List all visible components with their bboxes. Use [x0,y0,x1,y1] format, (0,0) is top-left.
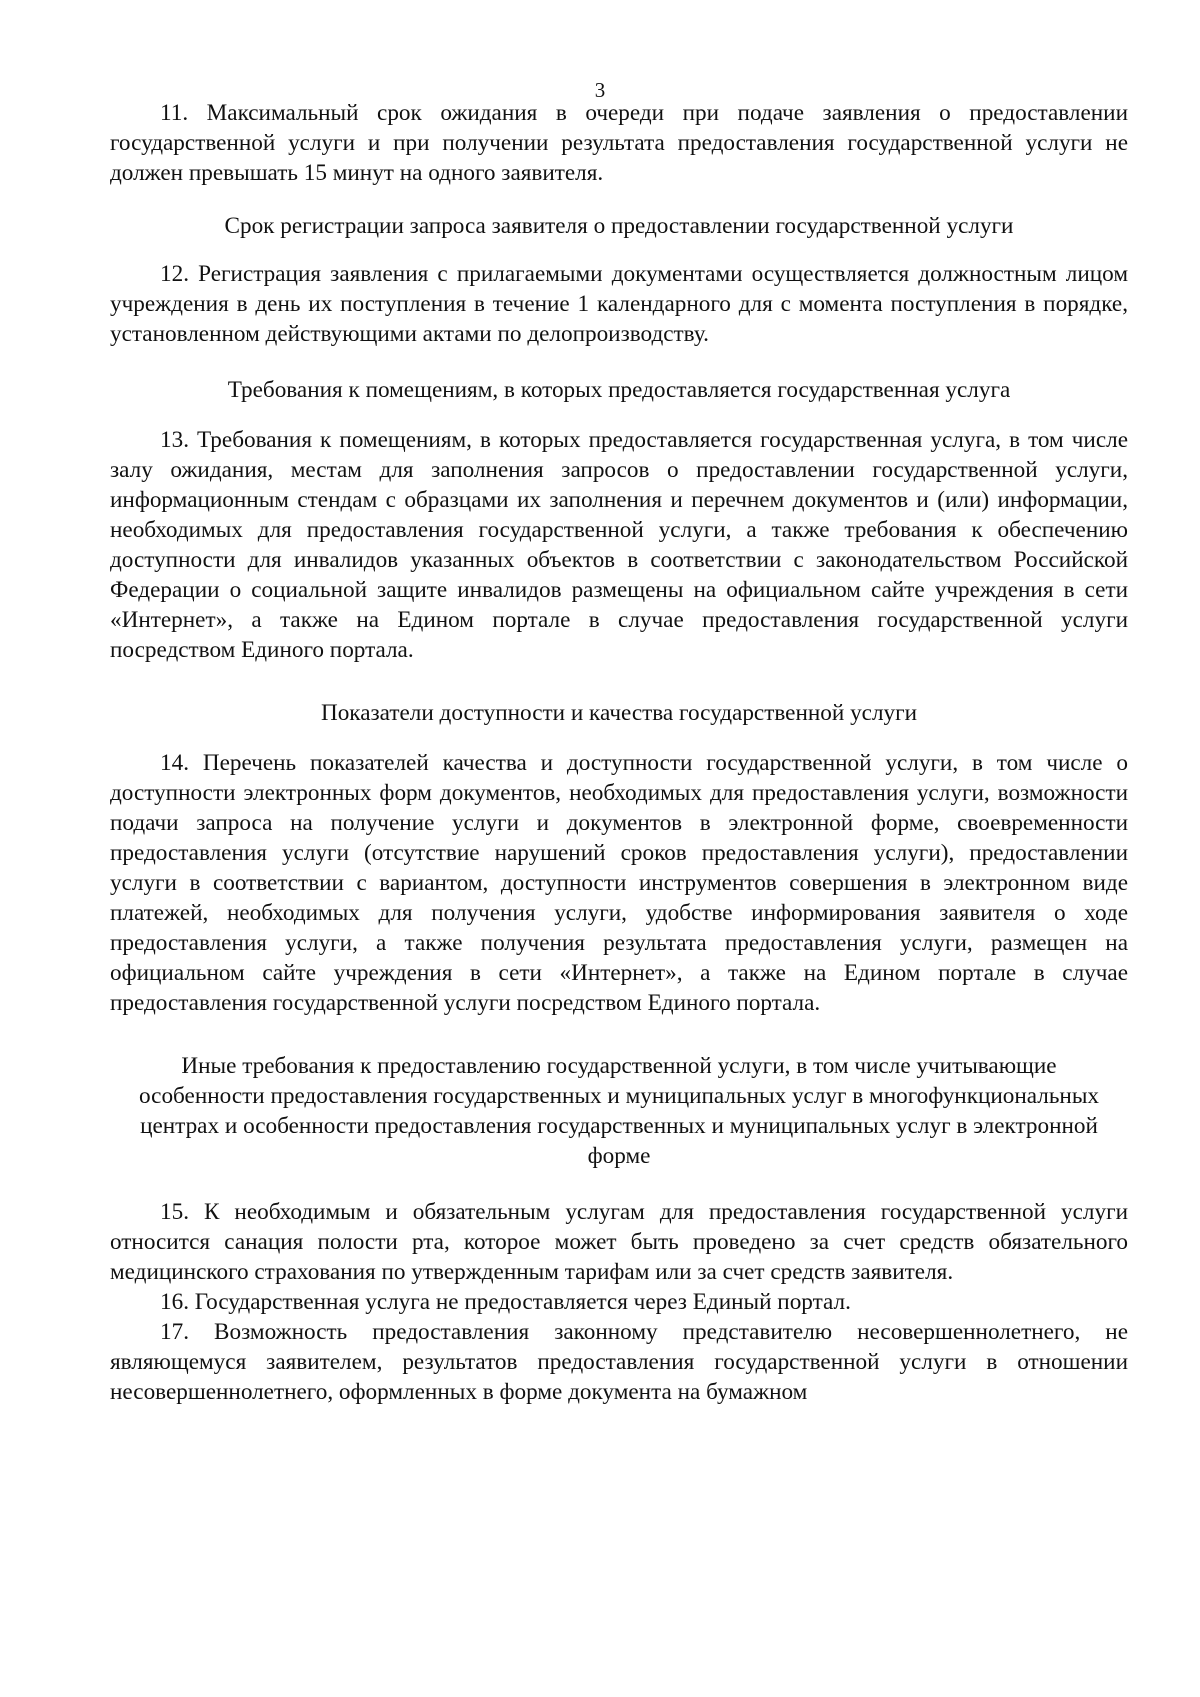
document-body [110,98,1128,1407]
section-heading-other-requirements: Иные требования к предоставлению государственной услуги, в том числе учитывающие особенности предоставления государственных и муниципальных услуг в многофункциональных центрах и особенности предоставления государственных и муниципальных услуг в электронной форме [138,1053,1100,1169]
paragraph-12: 12. Регистрация заявления с прилагаемыми документами осуществляется должностным лицом учреждения в день их поступления в течение 1 календарного для с момента поступления в порядке, установленном действующими актами по делопроизводству. [110,261,1128,347]
paragraph-14: 14. Перечень показателей качества и доступности государственной услуги, в том числе о доступности электронных форм документов, необходимых для предоставления услуги, возможности подачи запроса на получение услуги и документов в электронной форме, своевременности предоставления услуги (отсутствие нарушений сроков предоставления услуги), предоставлении услуги в соответствии с вариантом, доступности инструментов совершения в электронном виде платежей, необходимых для получения услуги, удобстве информирования заявителя о ходе предоставления услуги, а также получения результата предоставления услуги, размещен на официальном сайте учреждения в сети «Интернет», а также на Едином портале в случае предоставления государственной услуги посредством Единого портала. [110,750,1128,1016]
section-heading-registration-term: Срок регистрации запроса заявителя о предоставлении государственной услуги [224,213,1014,239]
paragraph-17: 17. Возможность предоставления законному представителю несовершеннолетнего, не являющемуся заявителем, результатов предоставления государственной услуги в отношении несовершеннолетнего, оформленных в форме документа на бумажном [110,1319,1128,1405]
paragraph-16: 16. Государственная услуга не предоставляется через Единый портал. [160,1289,851,1315]
section-heading-premises-requirements: Требования к помещениям, в которых предоставляется государственная услуга [227,377,1011,403]
page-number: 3 [594,78,606,102]
section-heading-accessibility-indicators: Показатели доступности и качества государственной услуги [320,700,918,726]
paragraph-11: 11. Максимальный срок ожидания в очереди при подаче заявления о предоставлении государственной услуги и при получении результата предоставления государственной услуги не должен превышать 15 минут на одного заявителя. [110,100,1128,186]
paragraph-13: 13. Требования к помещениям, в которых предоставляется государственная услуга, в том числе залу ожидания, местам для заполнения запросов о предоставлении государственной услуги, информационным стендам с образцами их заполнения и перечнем документов и (или) информации, необходимых для предоставления государственной услуги, а также требования к обеспечению доступности для инвалидов указанных объектов в соответствии с законодательством Российской Федерации о социальной защите инвалидов размещены на официальном сайте учреждения в сети «Интернет», а также на Едином портале в случае предоставления государственной услуги посредством Единого портала. [110,427,1128,663]
paragraph-15: 15. К необходимым и обязательным услугам для предоставления государственной услуги относится санация полости рта, которое может быть проведено за счет средств обязательного медицинского страхования по утвержденным тарифам или за счет средств заявителя. [110,1199,1128,1285]
